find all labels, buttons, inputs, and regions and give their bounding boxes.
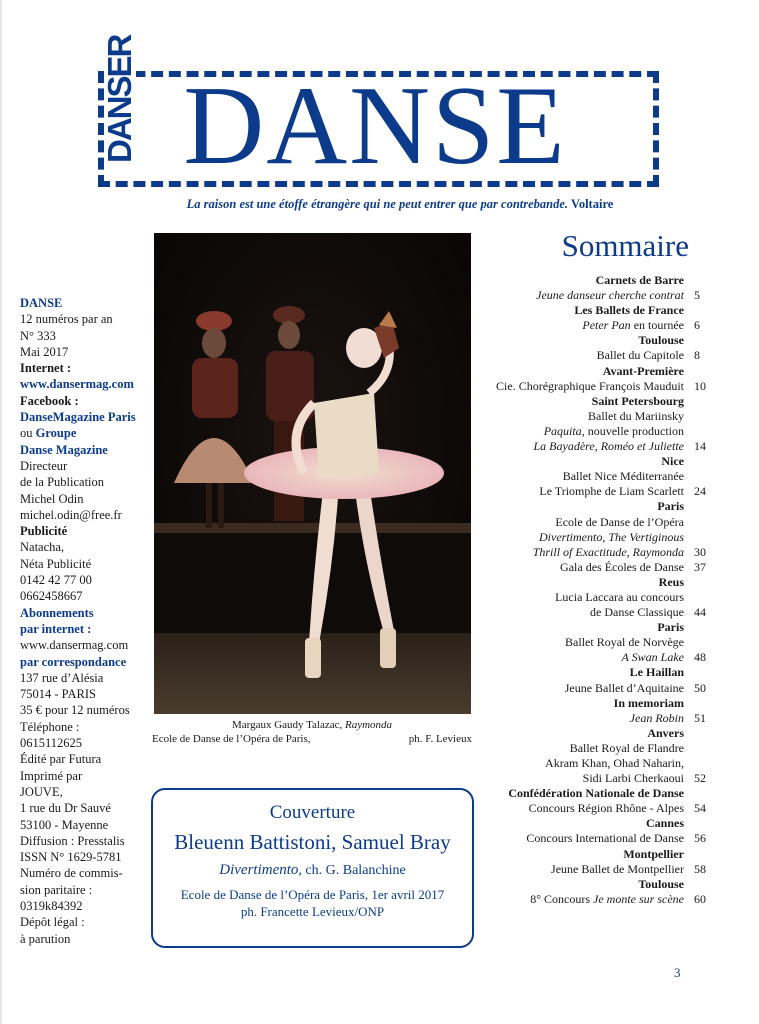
toc-text [494, 545, 684, 560]
toc-text [494, 771, 684, 786]
page-number: 3 [674, 965, 681, 980]
toc-text [494, 681, 684, 696]
toc-entry [494, 771, 709, 786]
toc-page-number: 8 [694, 348, 700, 363]
toc-text: Carnets de Barre [595, 273, 684, 287]
toc-entry [494, 831, 709, 846]
toc-page-number: 14 [694, 439, 706, 454]
colophon-line: par correspondance [20, 654, 127, 669]
toc-page-number [684, 847, 709, 862]
masthead-title: DANSE [183, 64, 567, 188]
toc-page-number [684, 424, 709, 439]
toc-title: Ballet Nice Méditerranée [562, 469, 684, 484]
toc-entry [494, 318, 709, 333]
toc-text [494, 484, 684, 499]
toc-page-number: 58 [694, 861, 706, 876]
toc-text [494, 530, 684, 545]
toc-entry [494, 379, 709, 394]
toc-title: Ballet du Capitole [596, 348, 684, 363]
toc-text: Anvers [647, 725, 684, 740]
toc-text [494, 831, 684, 846]
toc-text [494, 590, 684, 605]
colophon-line: Dépôt légal : [20, 915, 85, 930]
colophon-line: Michel Odin [20, 491, 84, 506]
toc-title: Le Triomphe de Liam Scarlett [539, 484, 684, 499]
colophon-line[interactable]: michel.odin@free.fr [20, 507, 122, 522]
colophon-line: DANSE [20, 296, 63, 310]
toc-text [494, 439, 684, 454]
caption-role: Raymonda [345, 719, 393, 731]
toc-page-number [684, 515, 709, 530]
photo-caption [152, 718, 472, 746]
toc-page-number: 56 [694, 831, 706, 846]
toc-entry [494, 862, 709, 877]
caption-line-2 [152, 732, 472, 746]
colophon-line: Danse Magazine [20, 442, 108, 457]
caption-dancer-name: Margaux Gaudy Talazac, [231, 719, 345, 731]
cover-photo-credit: ph. Francette Levieux/ONP [240, 904, 385, 919]
toc-page-number [684, 665, 709, 680]
toc-page-number [684, 499, 709, 514]
toc-section-heading [494, 273, 709, 288]
toc-title: Gala des Écoles de Danse [560, 559, 684, 574]
toc-section-heading [494, 364, 709, 379]
toc-page-number [684, 786, 709, 801]
cover-info-box [151, 788, 474, 948]
toc-italic-title: Paquita [543, 423, 582, 438]
toc-entry [494, 681, 709, 696]
cover-location: Ecole de Danse de l’Opéra de Paris, 1er avril 2017 [180, 887, 445, 902]
toc-italic-title: A Swan Lake [621, 650, 684, 665]
colophon-column [20, 295, 150, 947]
toc-section-heading [494, 816, 709, 831]
toc-title: en tournée [630, 318, 684, 333]
toc-page-number [684, 364, 709, 379]
toc-entry [494, 469, 709, 484]
tagline-quote: La raison est une étoffe étrangère qui ne peut entrer que par contrebande. [186, 197, 569, 211]
toc-title: , nouvelle production [581, 423, 684, 438]
toc-title: Concours Région Rhône - Alpes [528, 801, 684, 816]
cover-title: Couverture [269, 802, 356, 823]
toc-italic-title: Peter Pan [582, 318, 631, 333]
colophon-line[interactable]: www.dansermag.com [20, 377, 134, 392]
toc-title: Ballet Royal de Norvège [565, 635, 684, 650]
toc-section-heading [494, 665, 709, 680]
toc-text [494, 892, 684, 907]
colophon-line: ISSN N° 1629-5781 [20, 850, 122, 865]
toc-entry [494, 605, 709, 620]
toc-page-number [684, 696, 709, 711]
colophon-line: 35 € pour 12 numéros [20, 703, 130, 718]
table-of-contents [494, 273, 709, 907]
toc-page-number [684, 726, 709, 741]
toc-section-heading [494, 499, 709, 514]
colophon-line: par internet : [20, 621, 92, 636]
toc-text: Toulouse [638, 876, 684, 891]
colophon-line: 0662458667 [20, 589, 83, 604]
toc-text [494, 288, 684, 303]
toc-page-number: 10 [694, 378, 706, 393]
toc-text: In memoriam [613, 695, 684, 710]
colophon-line: sion paritaire : [20, 882, 93, 897]
toc-entry [494, 560, 709, 575]
toc-page-number [684, 741, 709, 756]
page-edge [0, 0, 2, 1024]
toc-entry [494, 484, 709, 499]
toc-entry [494, 801, 709, 816]
colophon-line: 137 rue d’Alésia [20, 670, 104, 685]
toc-entry [494, 635, 709, 650]
cover-dancers: Bleuenn Battistoni, Samuel Bray [174, 830, 451, 854]
toc-text [494, 635, 684, 650]
toc-italic-title: Jeune danseur cherche contrat [536, 288, 684, 303]
toc-italic-title: Jean Robin [629, 710, 684, 725]
toc-page-number [684, 394, 709, 409]
ballerina-photo-illustration [154, 233, 471, 714]
toc-text [494, 756, 684, 771]
toc-section-heading [494, 454, 709, 469]
toc-text [494, 409, 684, 424]
toc-italic-title: La Bayadère, Roméo et Juliette [533, 439, 684, 454]
toc-title: Ballet du Mariinsky [588, 408, 684, 423]
toc-section-heading [494, 394, 709, 409]
colophon-line: 53100 - Mayenne [20, 817, 109, 832]
colophon-line[interactable]: DanseMagazine Paris [20, 410, 136, 425]
colophon-prefix: ou [20, 426, 36, 441]
toc-page-number [684, 635, 709, 650]
colophon-line [20, 425, 150, 441]
colophon-line: Téléphone : [20, 719, 80, 734]
colophon-line: 0615112625 [20, 736, 83, 751]
toc-text: Toulouse [638, 333, 684, 348]
toc-title: Jeune Ballet de Montpellier [551, 861, 684, 876]
colophon-line: 1 rue du Dr Sauvé [20, 801, 111, 816]
toc-text [494, 711, 684, 726]
toc-text: Le Haillan [629, 665, 684, 680]
caption-credit: ph. F. Levieux [408, 733, 472, 745]
toc-title: de Danse Classique [590, 605, 684, 620]
toc-prefix: 8° Concours [530, 891, 594, 906]
toc-text [494, 318, 684, 333]
danser-vertical-logo: DANSER [101, 35, 138, 163]
toc-italic-title: Divertimento, The Vertiginous [539, 529, 684, 544]
colophon-line: JOUVE, [20, 784, 63, 799]
toc-page-number: 37 [694, 559, 706, 574]
toc-entry [494, 892, 709, 907]
toc-text: Paris [657, 620, 684, 635]
toc-page-number: 50 [694, 680, 706, 695]
toc-page-number [684, 303, 709, 318]
toc-page-number: 48 [694, 650, 706, 665]
toc-title: Jeune Ballet d’Aquitaine [564, 680, 684, 695]
toc-text: Avant-Première [602, 363, 684, 378]
toc-page-number: 54 [694, 801, 706, 816]
toc-entry [494, 530, 709, 545]
toc-page-number [684, 877, 709, 892]
toc-entry [494, 439, 709, 454]
toc-page-number [684, 575, 709, 590]
toc-text [494, 469, 684, 484]
toc-page-number: 24 [694, 484, 706, 499]
tagline [150, 197, 650, 212]
toc-entry [494, 590, 709, 605]
toc-text [494, 348, 684, 363]
colophon-line: N° 333 [20, 328, 56, 343]
toc-title: Ecole de Danse de l’Opéra [555, 514, 684, 529]
toc-page-number: 5 [694, 288, 700, 303]
colophon-link[interactable]: Groupe [35, 426, 77, 441]
toc-section-heading [494, 877, 709, 892]
toc-text [494, 801, 684, 816]
toc-entry [494, 288, 709, 303]
toc-entry [494, 711, 709, 726]
colophon-line: Mai 2017 [20, 344, 69, 359]
toc-text: Les Ballets de France [574, 303, 684, 318]
toc-text [494, 650, 684, 665]
toc-title: Ballet Royal de Flandre [569, 740, 684, 755]
toc-text: Nice [661, 454, 684, 469]
colophon-line: à parution [20, 931, 71, 946]
colophon-line[interactable]: Facebook : [20, 393, 79, 408]
toc-text: Saint Petersbourg [591, 393, 684, 408]
toc-page-number: 60 [694, 891, 706, 906]
colophon-line: de la Publication [20, 475, 105, 490]
toc-section-heading [494, 620, 709, 635]
toc-page-number [684, 530, 709, 545]
toc-section-heading [494, 696, 709, 711]
toc-text: Cannes [645, 816, 684, 831]
toc-page-number [684, 590, 709, 605]
toc-text [494, 741, 684, 756]
toc-section-heading [494, 726, 709, 741]
toc-page-number [684, 620, 709, 635]
colophon-line: Publicité [20, 524, 68, 539]
tagline-author: Voltaire [570, 197, 614, 211]
toc-entry [494, 650, 709, 665]
colophon-line: Imprimé par [20, 768, 83, 783]
toc-text [494, 560, 684, 575]
toc-text [494, 424, 684, 439]
toc-text: Reus [658, 574, 684, 589]
cover-work-title: Divertimento [219, 862, 299, 878]
toc-text: Paris [657, 499, 684, 514]
toc-entry [494, 756, 709, 771]
colophon-line: Directeur [20, 458, 68, 473]
colophon-line: Natacha, [20, 540, 65, 555]
toc-page-number [684, 756, 709, 771]
colophon-line: Néta Publicité [20, 556, 92, 571]
toc-section-heading [494, 786, 709, 801]
toc-title: Sidi Larbi Cherkaoui [582, 771, 684, 786]
colophon-line: 12 numéros par an [20, 312, 113, 327]
colophon-line: 75014 - PARIS [20, 687, 96, 702]
colophon-line: Édité par Futura [20, 752, 102, 767]
cover-photo [154, 233, 471, 714]
toc-italic-title: Je monte sur scène [593, 891, 684, 906]
toc-text [494, 379, 684, 394]
toc-page-number: 44 [694, 605, 706, 620]
toc-title: Cie. Chorégraphique François Mauduit [496, 378, 684, 393]
cover-work [153, 862, 472, 879]
colophon-line[interactable]: www.dansermag.com [20, 638, 129, 653]
toc-entry [494, 545, 709, 560]
toc-text: Montpellier [623, 846, 684, 861]
colophon-line: 0319k84392 [20, 898, 83, 913]
toc-title: Akram Khan, Ohad Naharin, [545, 756, 684, 770]
toc-entry [494, 515, 709, 530]
colophon-line: Internet : [20, 361, 72, 376]
toc-page-number [684, 454, 709, 469]
toc-page-number [684, 409, 709, 424]
toc-title: Concours International de Danse [526, 831, 684, 846]
toc-text [494, 862, 684, 877]
toc-page-number: 52 [694, 771, 706, 786]
caption-line-1 [152, 718, 472, 732]
toc-page-number: 6 [694, 318, 700, 333]
toc-section-heading [494, 847, 709, 862]
toc-page-number [684, 333, 709, 348]
sommaire-title: Sommaire [561, 228, 689, 263]
toc-section-heading [494, 575, 709, 590]
toc-page-number: 30 [694, 544, 706, 559]
toc-entry [494, 348, 709, 363]
toc-text [494, 605, 684, 620]
toc-entry [494, 409, 709, 424]
colophon-line: Abonnements [20, 605, 94, 620]
toc-page-number: 51 [694, 710, 706, 725]
toc-title: Lucia Laccara au concours [555, 589, 684, 604]
caption-school: Ecole de Danse de l’Opéra de Paris, [152, 733, 311, 745]
toc-italic-title: Thrill of Exactitude, Raymonda [532, 544, 684, 559]
colophon-line: 0142 42 77 00 [20, 573, 92, 588]
colophon-line: Diffusion : Presstalis [20, 833, 125, 848]
toc-page-number [684, 816, 709, 831]
toc-section-heading [494, 303, 709, 318]
colophon-line: Numéro de commis- [20, 866, 123, 881]
toc-entry [494, 424, 709, 439]
toc-page-number [684, 273, 709, 288]
cover-choreographer: , ch. G. Balanchine [298, 863, 406, 878]
toc-text: Confédération Nationale de Danse [508, 786, 684, 801]
toc-page-number [684, 469, 709, 484]
toc-section-heading [494, 333, 709, 348]
toc-text [494, 515, 684, 530]
toc-entry [494, 741, 709, 756]
